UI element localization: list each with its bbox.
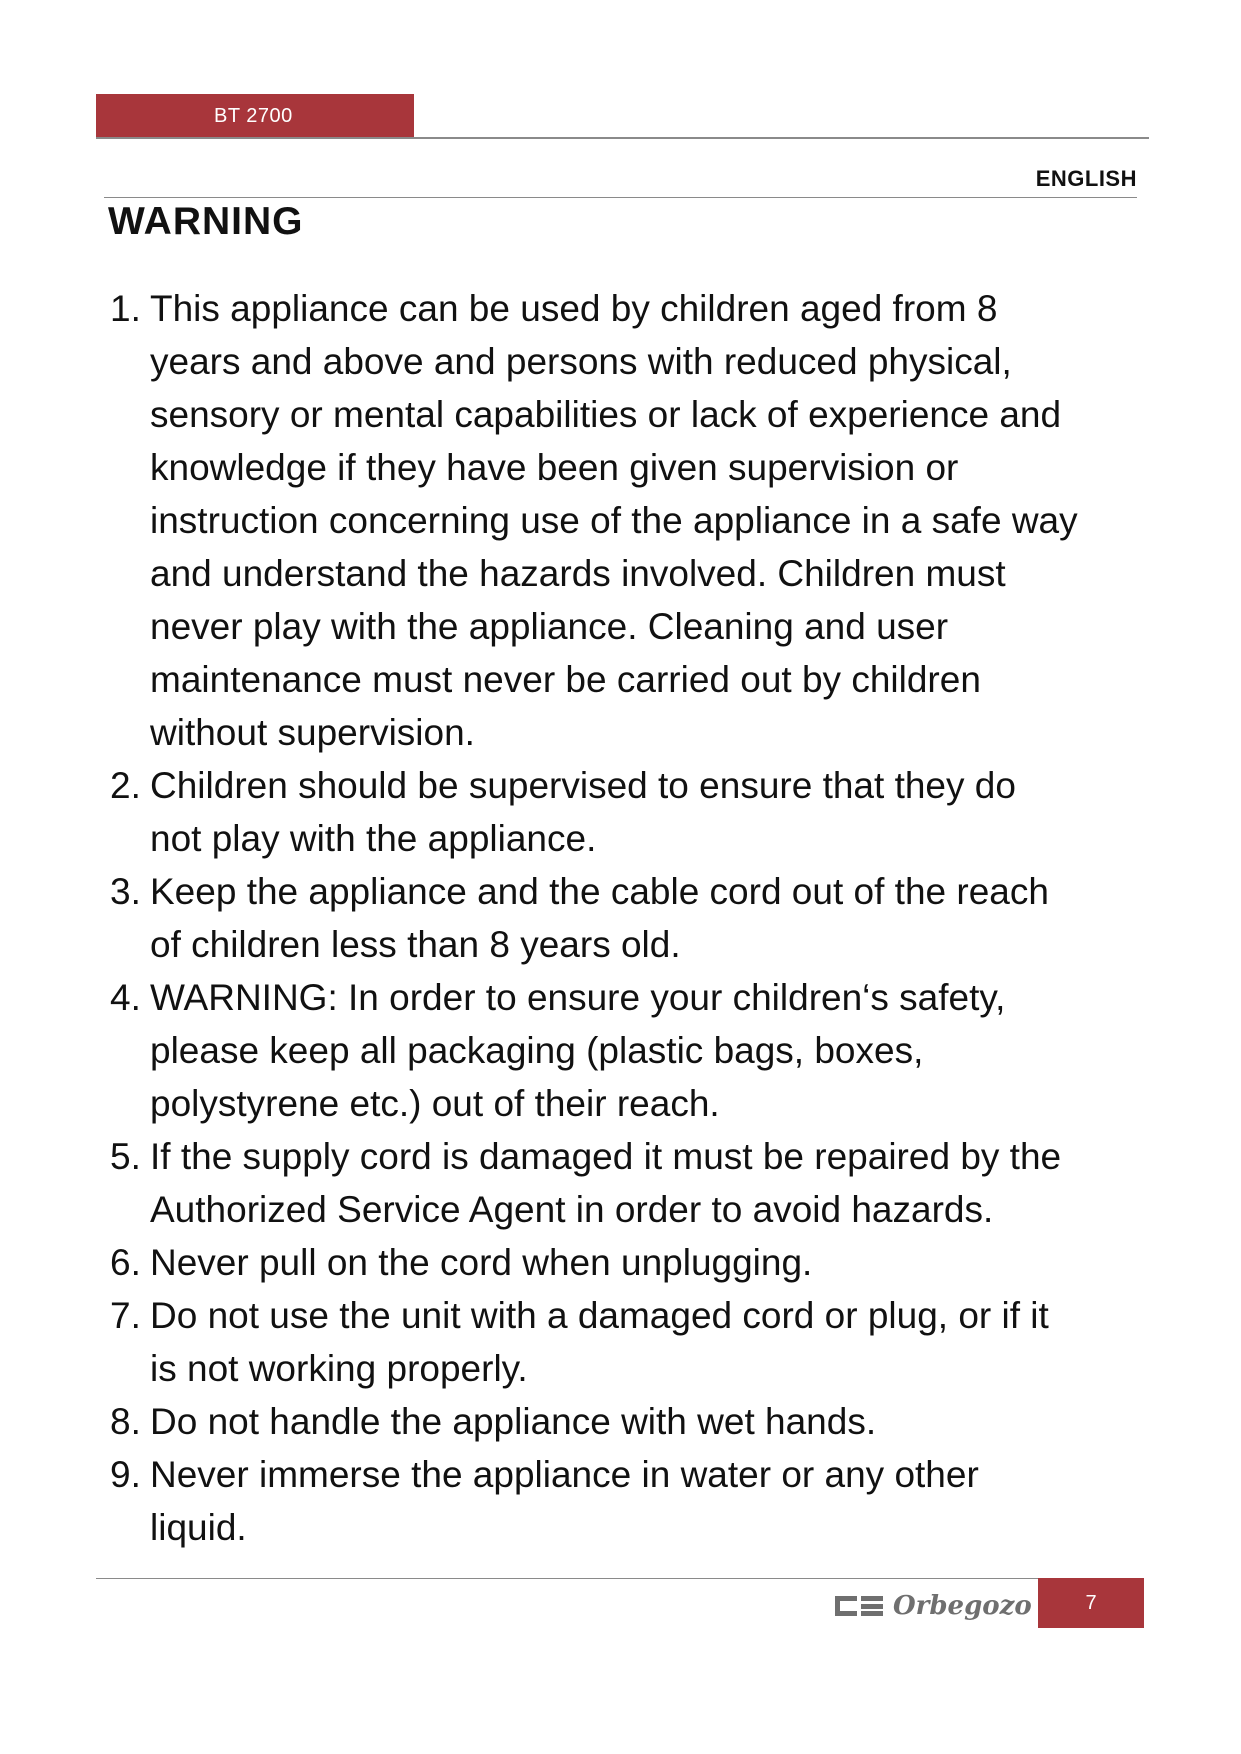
warning-item-line: years and above and persons with reduced physical, <box>150 341 1012 382</box>
warning-item-line: Never pull on the cord when unplugging. <box>150 1242 813 1283</box>
warning-item-number: 8. <box>110 1401 141 1442</box>
warning-item-number: 9. <box>110 1454 141 1495</box>
warning-item-line: Do not handle the appliance with wet hands. <box>150 1401 877 1442</box>
warning-item-line: liquid. <box>150 1507 247 1548</box>
warning-item-line: maintenance must never be carried out by children <box>150 659 981 700</box>
warning-item-line: Authorized Service Agent in order to avoid hazards. <box>150 1189 994 1230</box>
warning-item-number: 6. <box>110 1242 141 1283</box>
page-number-box <box>1038 1578 1144 1628</box>
warning-item-line: Do not use the unit with a damaged cord or plug, or if it <box>150 1295 1049 1336</box>
model-label: BT 2700 <box>214 104 293 127</box>
warning-item-line: WARNING: In order to ensure your children‘s safety, <box>150 977 1006 1018</box>
header-divider <box>96 137 1149 139</box>
warning-item-number: 4. <box>110 977 141 1018</box>
warning-item-text <box>150 1395 1140 1448</box>
warning-item-line: never play with the appliance. Cleaning and user <box>150 606 949 647</box>
warning-item-number: 5. <box>110 1136 141 1177</box>
warning-item <box>110 282 1140 759</box>
language-divider <box>104 197 1137 198</box>
warning-item-text <box>150 971 1140 1130</box>
warning-item <box>110 1448 1140 1554</box>
warning-item-line: please keep all packaging (plastic bags, boxes, <box>150 1030 924 1071</box>
warning-item-text <box>150 1130 1140 1236</box>
warning-item-text <box>150 865 1140 971</box>
warning-item-text <box>150 1448 1140 1554</box>
warning-item-line: of children less than 8 years old. <box>150 924 681 965</box>
warning-item-text <box>150 759 1140 865</box>
warning-item-line: Keep the appliance and the cable cord out of the reach <box>150 871 1049 912</box>
section-title: WARNING <box>108 200 304 243</box>
warning-item-line: and understand the hazards involved. Children must <box>150 553 1006 594</box>
language-label: ENGLISH <box>1035 166 1137 191</box>
warning-item-line: polystyrene etc.) out of their reach. <box>150 1083 720 1124</box>
warning-item <box>110 759 1140 865</box>
warning-item-text <box>150 1236 1140 1289</box>
warning-item-line: Children should be supervised to ensure that they do <box>150 765 1016 806</box>
warning-item <box>110 1130 1140 1236</box>
warning-item-number: 7. <box>110 1295 141 1336</box>
warning-item-line: is not working properly. <box>150 1348 528 1389</box>
warning-item-number: 3. <box>110 871 141 912</box>
warning-item-line: If the supply cord is damaged it must be repaired by the <box>150 1136 1062 1177</box>
warning-item-number: 1. <box>110 288 141 329</box>
warning-item-line: without supervision. <box>150 712 475 753</box>
warning-item-line: sensory or mental capabilities or lack of experience and <box>150 394 1062 435</box>
warning-item <box>110 971 1140 1130</box>
warning-item-text <box>150 282 1140 759</box>
warning-item-line: This appliance can be used by children aged from 8 <box>150 288 998 329</box>
warning-item-line: not play with the appliance. <box>150 818 597 859</box>
brand-logo <box>835 1584 1033 1628</box>
warning-item <box>110 1395 1140 1448</box>
warning-item-line: knowledge if they have been given supervision or <box>150 447 959 488</box>
warning-list <box>110 282 1140 1554</box>
warning-item <box>110 1236 1140 1289</box>
warning-item-number: 2. <box>110 765 141 806</box>
warning-item-line: instruction concerning use of the appliance in a safe way <box>150 500 1078 541</box>
warning-item-text <box>150 1289 1140 1395</box>
warning-item-line: Never immerse the appliance in water or any other <box>150 1454 979 1495</box>
footer-divider <box>96 1578 1144 1579</box>
warning-item <box>110 865 1140 971</box>
page-number: 7 <box>1085 1591 1097 1614</box>
warning-item <box>110 1289 1140 1395</box>
brand-name: Orbegozo <box>893 1591 1032 1621</box>
model-tab <box>96 94 414 138</box>
cg-logo-icon <box>835 1593 885 1619</box>
